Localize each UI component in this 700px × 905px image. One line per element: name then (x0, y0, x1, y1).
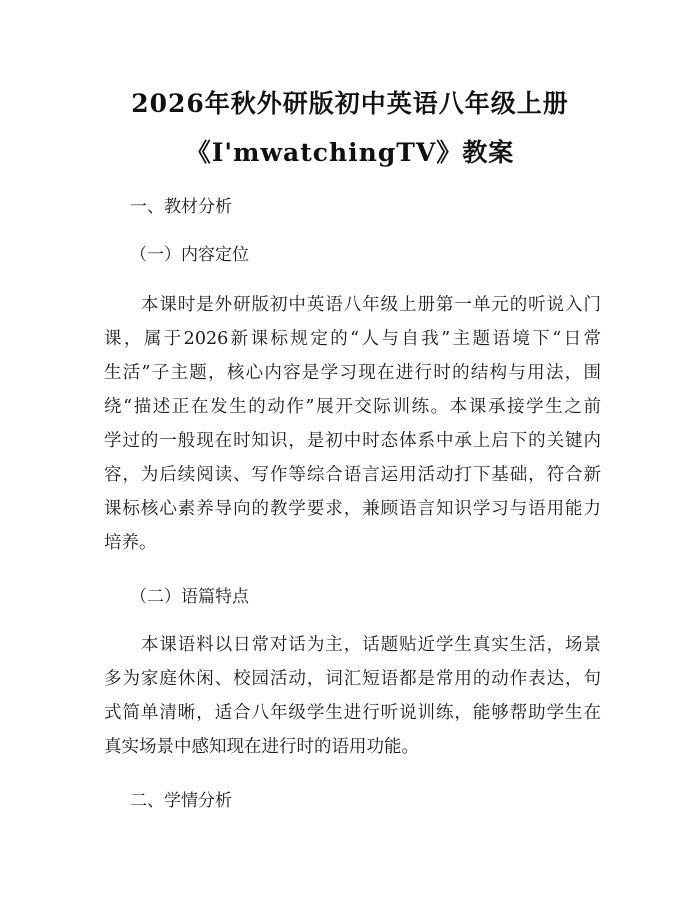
paragraph-line: 真实场景中感知现在进行时的语用功能。 (104, 737, 419, 757)
section-heading-learner-analysis: 二、学情分析 (130, 791, 232, 811)
document-title-line-2: 《I'mwatchingTV》教案 (185, 138, 515, 167)
subsection-heading-text-features: （二）语篇特点 (130, 587, 249, 607)
document-title-line-1: 2026年秋外研版初中英语八年级上册 (131, 89, 569, 118)
paragraph-line: 多为家庭休闲、校园活动，词汇短语都是常用的动作表达，句 (104, 669, 601, 689)
paragraph-line: 课，属于2026新课标规定的“人与自我”主题语境下“日常 (104, 329, 601, 349)
paragraph-line: 本课语料以日常对话为主，话题贴近学生真实生活，场景 (104, 635, 601, 655)
paragraph-line: 培养。 (104, 533, 157, 553)
paragraph-line: 生活”子主题，核心内容是学习现在进行时的结构与用法，围 (104, 363, 601, 383)
subsection-heading-content-positioning: （一）内容定位 (130, 245, 249, 265)
paragraph-content-positioning (104, 288, 601, 560)
paragraph-line: 本课时是外研版初中英语八年级上册第一单元的听说入门 (104, 295, 601, 315)
paragraph-line: 课标核心素养导向的教学要求，兼顾语言知识学习与语用能力 (104, 499, 601, 519)
section-heading-textbook-analysis: 一、教材分析 (130, 197, 232, 217)
paragraph-line: 式简单清晰，适合八年级学生进行听说训练，能够帮助学生在 (104, 703, 601, 723)
paragraph-line: 学过的一般现在时知识，是初中时态体系中承上启下的关键内 (104, 431, 601, 451)
paragraph-line: 容，为后续阅读、写作等综合语言运用活动打下基础，符合新 (104, 465, 601, 485)
paragraph-line: 绕“描述正在发生的动作”展开交际训练。本课承接学生之前 (104, 397, 601, 417)
paragraph-text-features (104, 628, 601, 764)
